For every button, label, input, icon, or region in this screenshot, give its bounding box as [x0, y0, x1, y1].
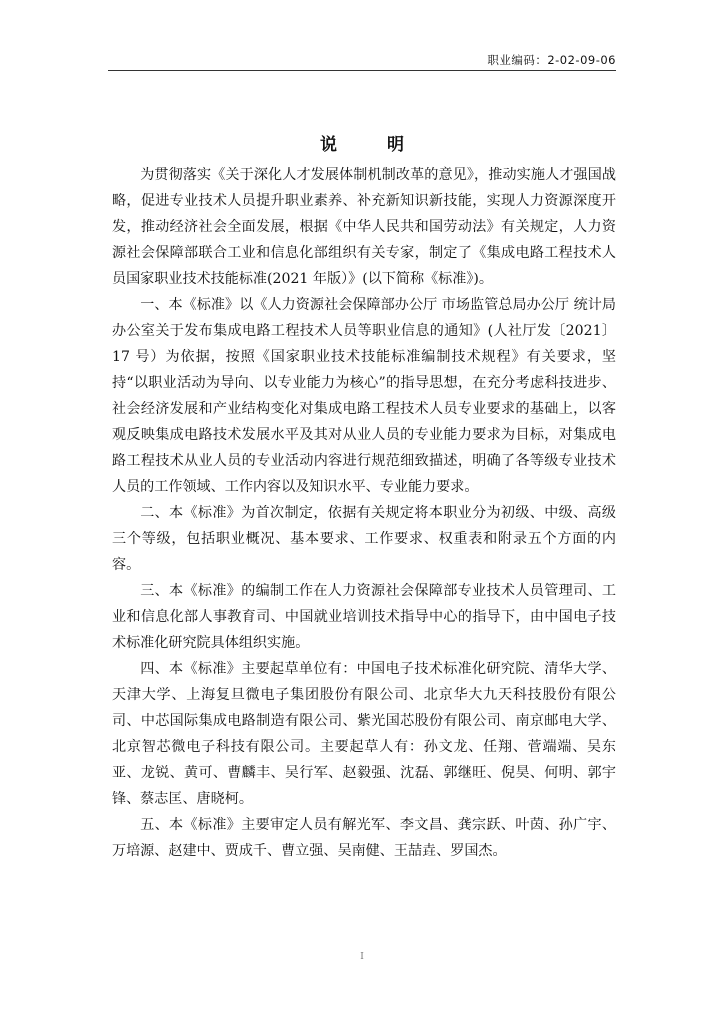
paragraph-4: 四、本《标准》主要起草单位有：中国电子技术标准化研究院、清华大学、天津大学、上海复旦微电子集团股份有限公司、北京华大九天科技股份有限公司、中芯国际集成电路制造有限公司、紫光国芯股份有限公司、南京邮电大学、北京智芯微电子科技有限公司。主要起草人有：孙文龙、任翔、菅端端、吴东亚、龙锐、黄可、曹麟丰、吴行军、赵毅强、沈磊、郭继旺、倪昊、何明、郭宇锋、蔡志匡、唐晓柯。 [112, 661, 616, 807]
document-body [112, 162, 616, 864]
occupation-code: 职业编码：2-02-09-06 [487, 53, 616, 67]
paragraph-1: 一、本《标准》以《人力资源社会保障部办公厅 市场监管总局办公厅 统计局办公室关于发布集成电路工程技术人员等职业信息的通知》(人社厅发〔2021〕17 号）为依据，按照《国家职业技术技能标准编制技术规程》有关要求，坚持“以职业活动为导向、以专业能力为核心”的指导思想，在充分考虑科技进步、社会经济发展和产业结构变化对集成电路工程技术人员专业要求的基础上，以客观反映集成电路技术发展水平及其对从业人员的专业能力要求为目标，对集成电路工程技术从业人员的专业活动内容进行规范细致描述，明确了各等级专业技术人员的工作领域、工作内容以及知识水平、专业能力要求。 [112, 297, 616, 495]
page-title: 说 明 [320, 135, 426, 155]
paragraph-intro: 为贯彻落实《关于深化人才发展体制机制改革的意见》，推动实施人才强国战略，促进专业技术人员提升职业素养、补充新知识新技能，实现人力资源深度开发，推动经济社会全面发展，根据《中华人民共和国劳动法》有关规定，人力资源社会保障部联合工业和信息化部组织有关专家，制定了《集成电路工程技术人员国家职业技术技能标准(2021 年版）》(以下简称《标准》)。 [112, 167, 616, 287]
paragraph-3: 三、本《标准》的编制工作在人力资源社会保障部专业技术人员管理司、工业和信息化部人事教育司、中国就业培训技术指导中心的指导下，由中国电子技术标准化研究院具体组织实施。 [112, 583, 616, 651]
paragraph-5: 五、本《标准》主要审定人员有解光军、李文昌、龚宗跃、叶茵、孙广宇、万培源、赵建中、贾成千、曹立强、吴南健、王喆垚、罗国杰。 [112, 817, 616, 859]
paragraph-2: 二、本《标准》为首次制定，依据有关规定将本职业分为初级、中级、高级三个等级，包括职业概况、基本要求、工作要求、权重表和附录五个方面的内容。 [112, 505, 616, 573]
header-rule [108, 70, 616, 71]
page-number: I [360, 952, 364, 962]
